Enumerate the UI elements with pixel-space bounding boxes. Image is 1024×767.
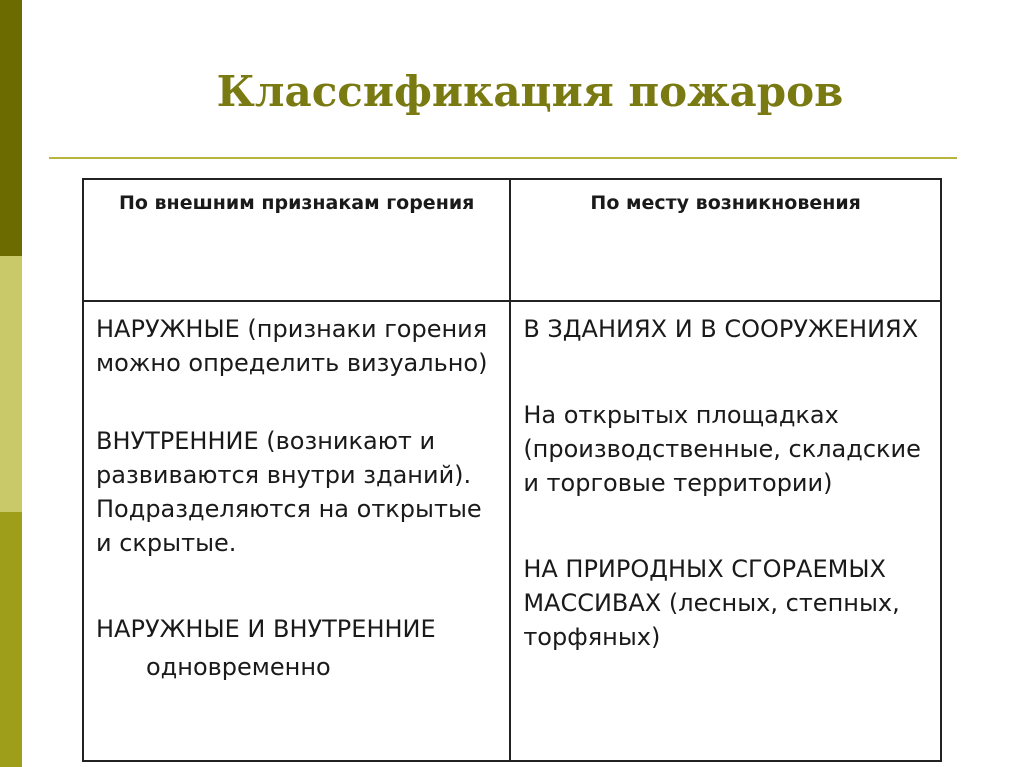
list-item-external-and-internal: НАРУЖНЫЕ И ВНУТРЕННИЕ — [96, 615, 436, 643]
title-underline — [49, 157, 957, 159]
table-body-row — [83, 301, 941, 761]
left-column-cell — [83, 301, 510, 761]
slide-title: Классификация пожаров — [216, 67, 844, 116]
side-accent-bar-top — [0, 0, 22, 256]
right-column-cell — [510, 301, 941, 761]
list-item-external: НАРУЖНЫЕ (признаки горения можно определить визуально) — [96, 315, 488, 377]
side-accent-bar-bottom — [0, 512, 22, 767]
list-item-buildings: В ЗДАНИЯХ И В СООРУЖЕНИЯХ — [523, 315, 919, 343]
list-item-internal: ВНУТРЕННИЕ (возникают и развиваются внутри зданий). Подразделяются на открытые и скрытые. — [96, 427, 482, 557]
table-header-row — [83, 179, 941, 301]
header-external-signs: По внешним признакам горения — [83, 179, 510, 301]
list-item-open-areas: На открытых площадках (производственные, складские и торговые территории) — [523, 401, 921, 497]
header-place-of-origin: По месту возникновения — [510, 179, 941, 301]
list-item-simultaneous-note: одновременно — [146, 653, 331, 681]
classification-table — [82, 178, 942, 762]
side-accent-bar-middle — [0, 256, 22, 512]
list-item-natural-areas: НА ПРИРОДНЫХ СГОРАЕМЫХ МАССИВАХ (лесных, степных, торфяных) — [523, 555, 900, 651]
